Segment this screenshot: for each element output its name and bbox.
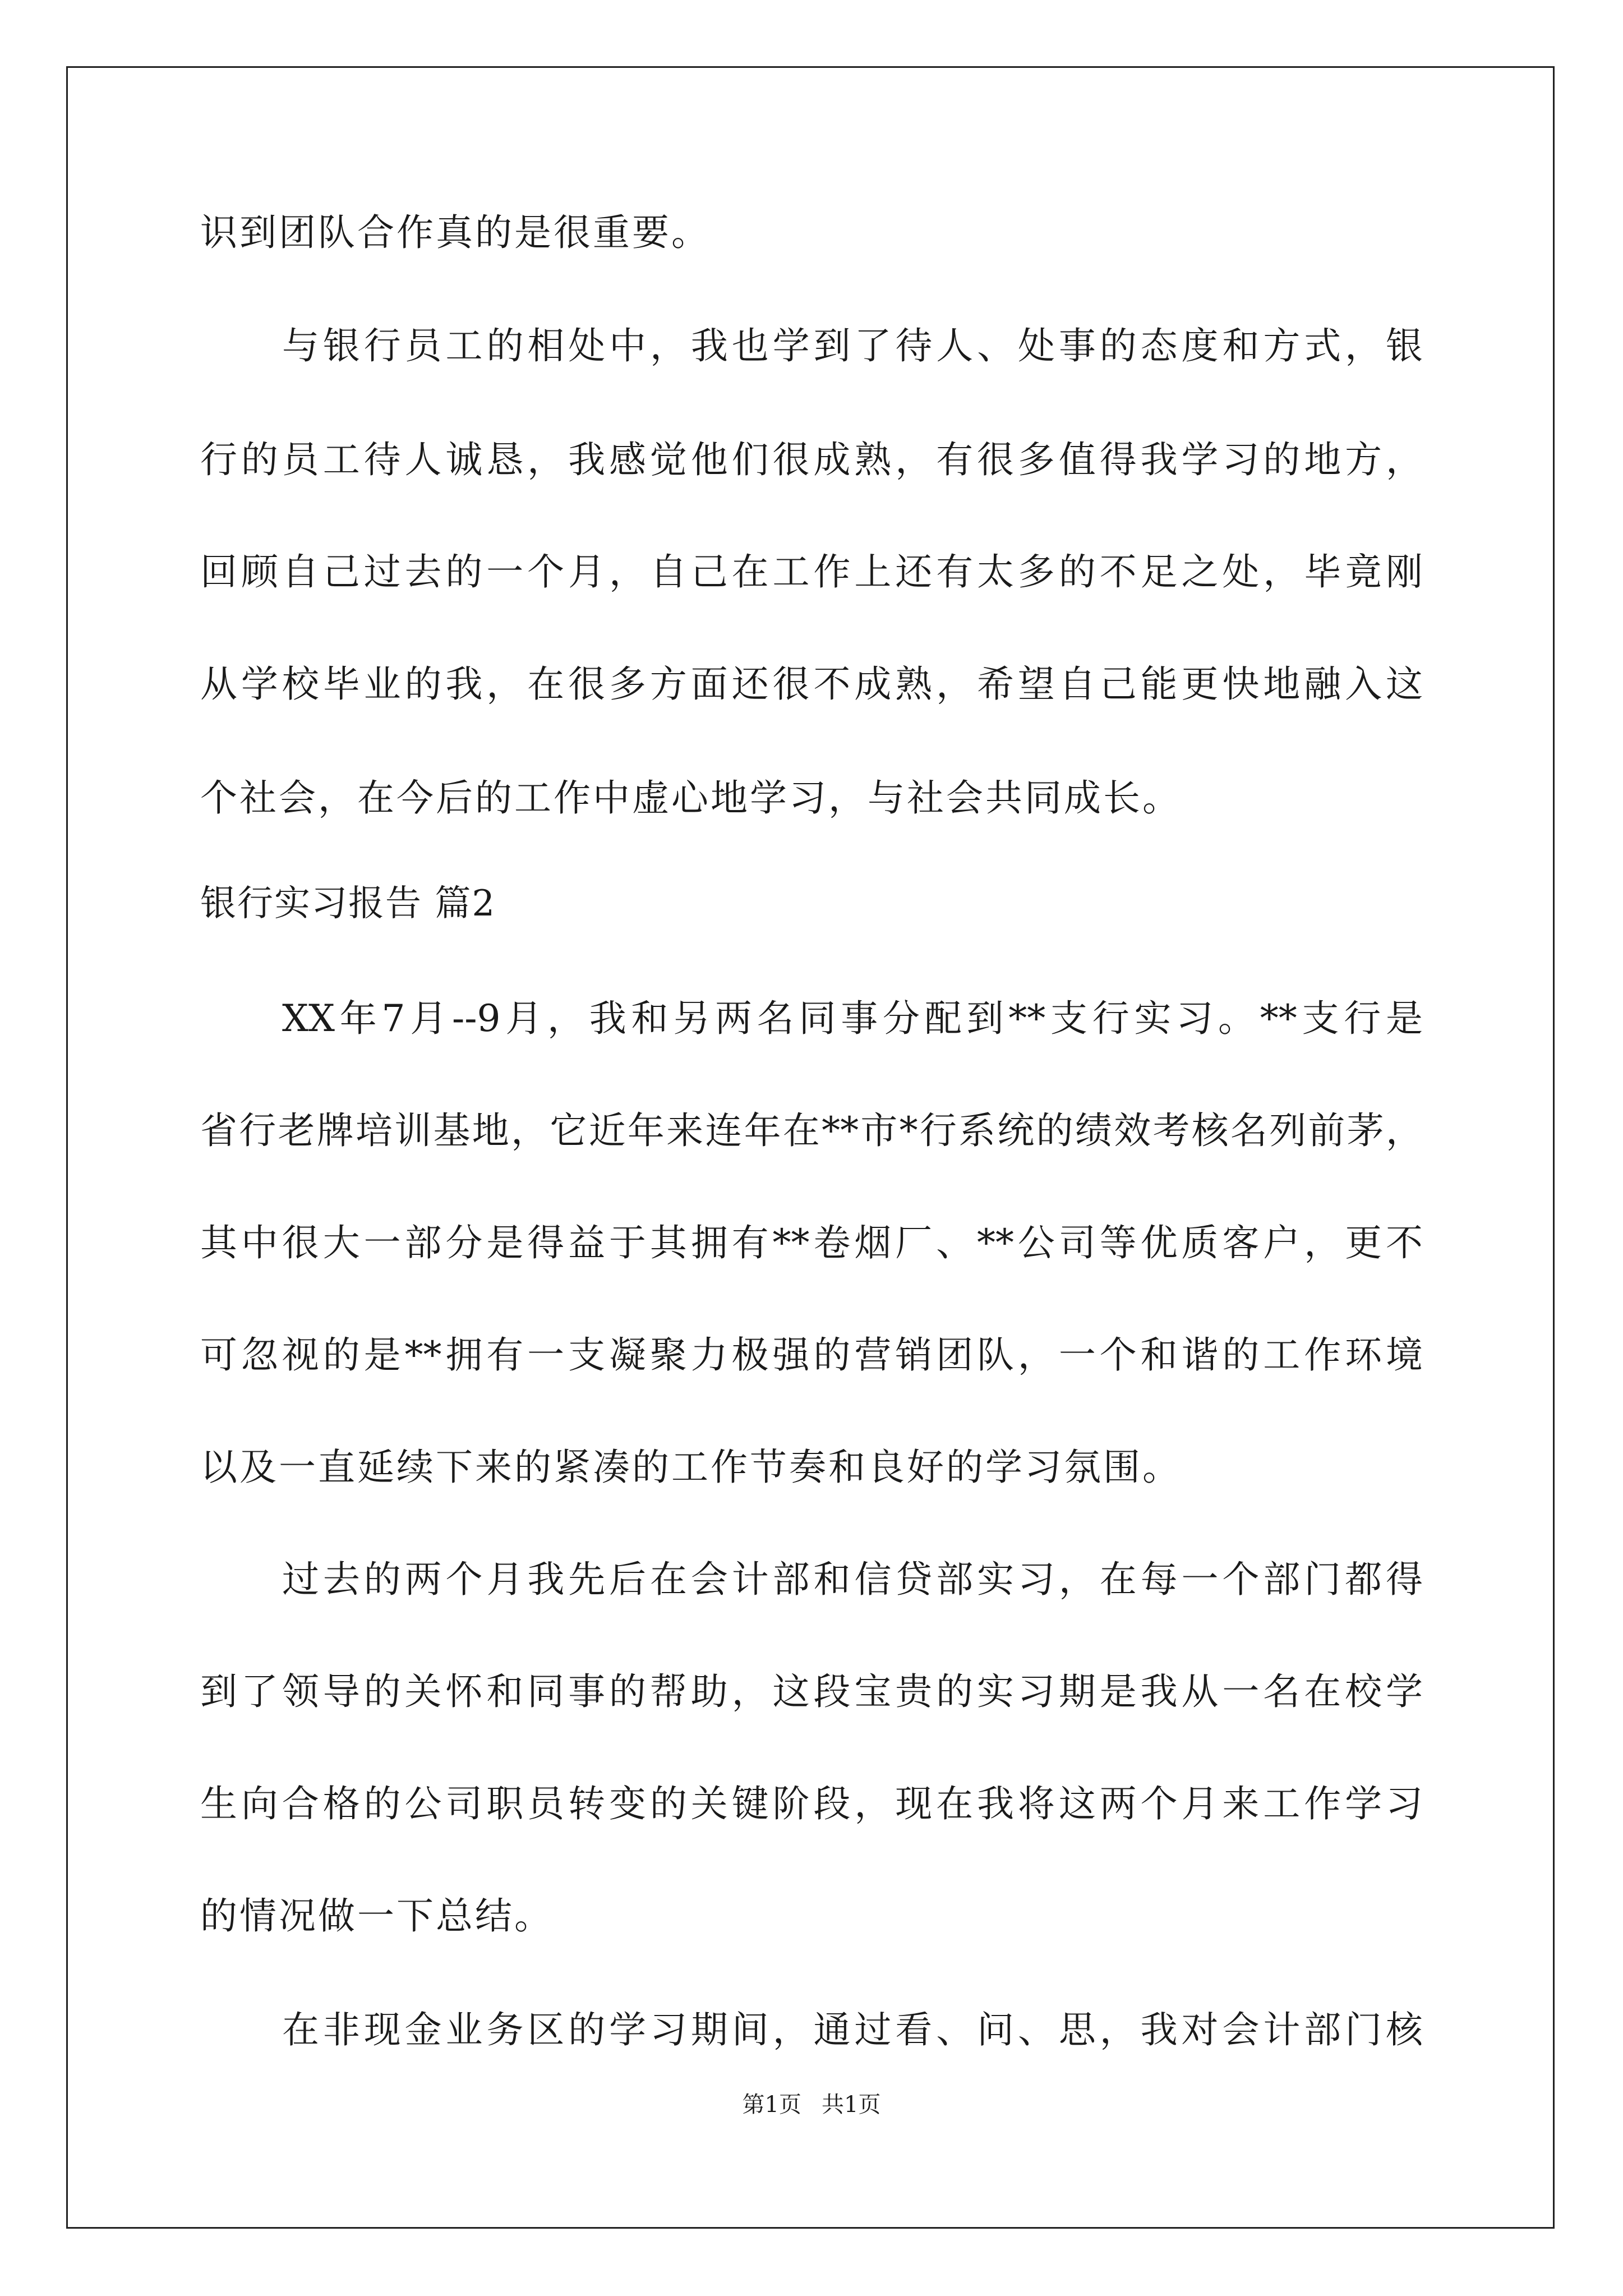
text-line: 到了领导的关怀和同事的帮助，这段宝贵的实习期是我从一名在校学 xyxy=(200,1670,1423,1713)
text-line: 回顾自己过去的一个月，自己在工作上还有太多的不足之处，毕竟刚 xyxy=(200,550,1423,593)
text-line: 可忽视的是**拥有一支凝聚力极强的营销团队，一个和谐的工作环境 xyxy=(200,1333,1423,1377)
text-line: 的情况做一下总结。 xyxy=(200,1894,554,1938)
text-line: 与银行员工的相处中，我也学到了待人、处事的态度和方式，银 xyxy=(282,324,1423,367)
page-number: 第1页 xyxy=(742,2092,801,2118)
page-footer xyxy=(0,2088,1623,2122)
text-line: 识到团队合作真的是很重要。 xyxy=(200,211,711,254)
text-line: 在非现金业务区的学习期间，通过看、问、思，我对会计部门核 xyxy=(282,2008,1423,2051)
text-line: XX年7月--9月，我和另两名同事分配到**支行实习。**支行是 xyxy=(282,997,1423,1040)
text-line: 其中很大一部分是得益于其拥有**卷烟厂、**公司等优质客户，更不 xyxy=(200,1221,1423,1264)
text-line: 过去的两个月我先后在会计部和信贷部实习，在每一个部门都得 xyxy=(282,1558,1423,1601)
text-line: 行的员工待人诚恳，我感觉他们很成熟，有很多值得我学习的地方， xyxy=(200,438,1423,481)
text-line: 以及一直延续下来的紧凑的工作节奏和良好的学习氛围。 xyxy=(200,1446,1182,1489)
section-heading: 银行实习报告 篇2 xyxy=(200,883,496,924)
text-line: 从学校毕业的我，在很多方面还很不成熟，希望自己能更快地融入这 xyxy=(200,662,1423,706)
text-line: 省行老牌培训基地，它近年来连年在**市*行系统的绩效考核名列前茅， xyxy=(200,1109,1423,1152)
text-line: 个社会，在今后的工作中虚心地学习，与社会共同成长。 xyxy=(200,776,1182,820)
text-line: 生向合格的公司职员转变的关键阶段，现在我将这两个月来工作学习 xyxy=(200,1782,1423,1825)
page-total: 共1页 xyxy=(822,2092,881,2118)
